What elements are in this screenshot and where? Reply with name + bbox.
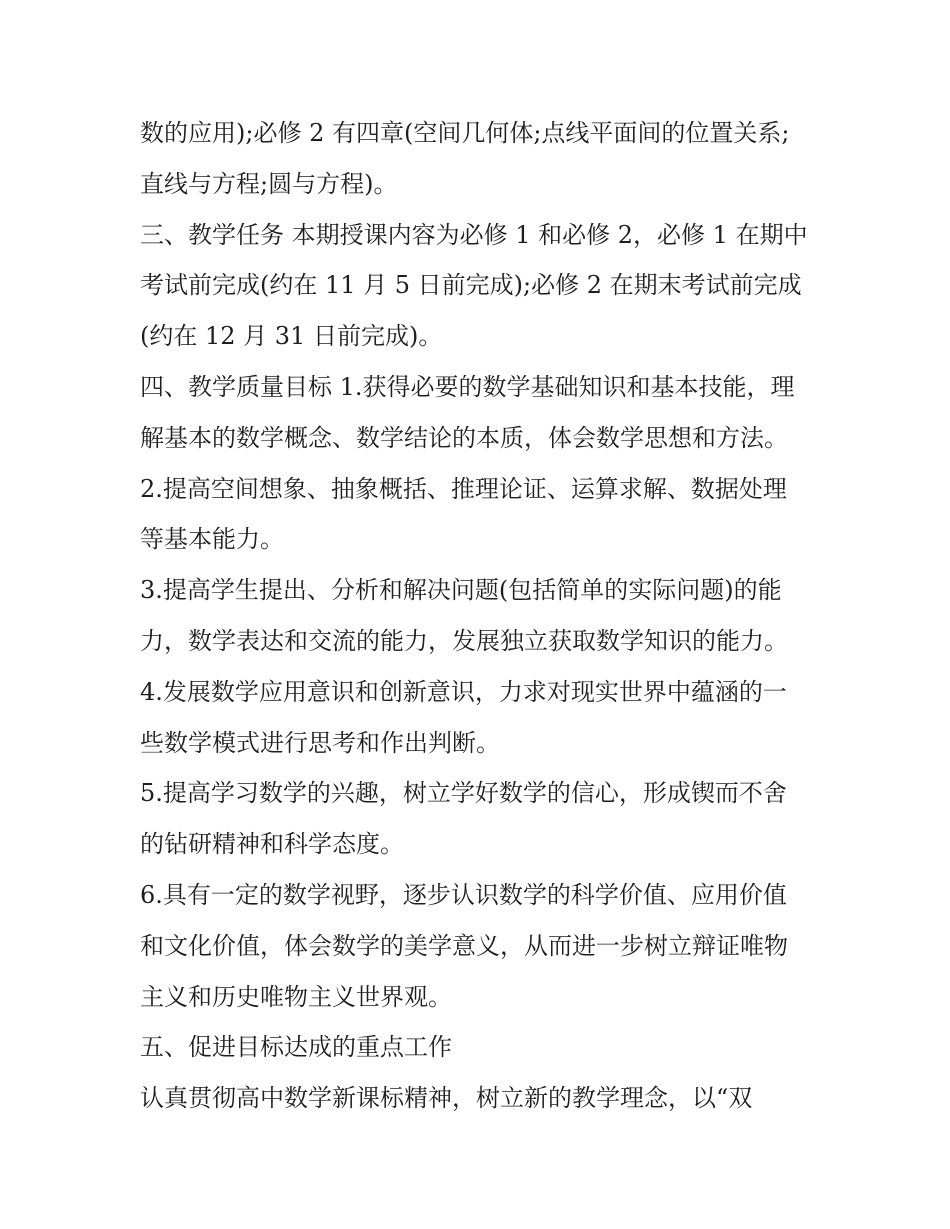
section-heading-quality-goals: 四、教学质量目标 1.获得必要的数学基础知识和基本技能，理	[140, 372, 795, 401]
text-line-18: 主义和历史唯物主义世界观。	[140, 982, 452, 1011]
section-heading-teaching-tasks: 三、教学任务 本期授课内容为必修 1 和必修 2，必修 1 在期中	[140, 220, 808, 249]
goal-item-5: 5.提高学习数学的兴趣，树立学好数学的信心，形成锲而不舍	[140, 779, 787, 808]
text-line-13: 些数学模式进行思考和作出判断。	[140, 728, 500, 757]
goal-item-2: 2.提高空间想象、抽象概括、推理论证、运算求解、数据处理	[140, 474, 787, 503]
text-line-9: 等基本能力。	[140, 525, 284, 554]
text-line-17: 和文化价值，体会数学的美学意义，从而进一步树立辩证唯物	[140, 931, 788, 960]
text-line-1: 数的应用);必修 2 有四章(空间几何体;点线平面间的位置关系;	[140, 119, 790, 147]
text-line-11: 力，数学表达和交流的能力，发展独立获取数学知识的能力。	[140, 626, 788, 655]
text-line-15: 的钻研精神和科学态度。	[140, 830, 404, 859]
text-line-2: 直线与方程;圆与方程)。	[140, 169, 398, 198]
document-body	[140, 108, 830, 1124]
text-line-4: 考试前完成(约在 11 月 5 日前完成);必修 2 在期末考试前完成	[140, 271, 802, 300]
goal-item-4: 4.发展数学应用意识和创新意识，力求对现实世界中蕴涵的一	[140, 677, 787, 706]
text-line-20: 认真贯彻高中数学新课标精神，树立新的教学理念，以“双	[140, 1084, 753, 1113]
text-line-5: (约在 12 月 31 日前完成)。	[140, 322, 443, 351]
section-heading-key-work: 五、促进目标达成的重点工作	[140, 1033, 452, 1062]
text-line-7: 解基本的数学概念、数学结论的本质，体会数学思想和方法。	[140, 423, 788, 452]
goal-item-3: 3.提高学生提出、分析和解决问题(包括简单的实际问题)的能	[140, 576, 782, 605]
goal-item-6: 6.具有一定的数学视野，逐步认识数学的科学价值、应用价值	[140, 880, 787, 909]
